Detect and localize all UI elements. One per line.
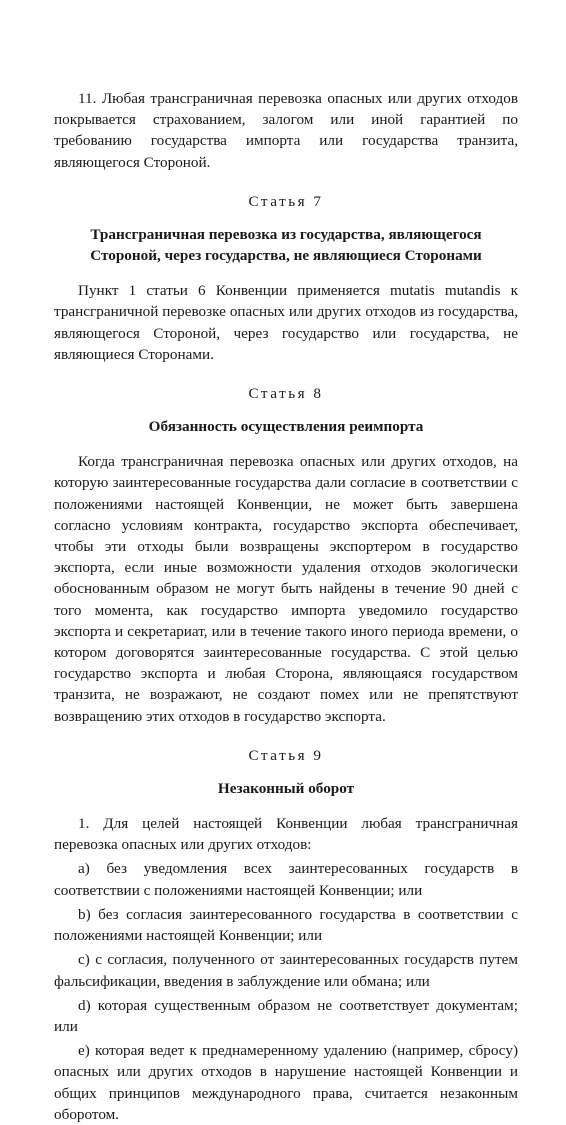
article-8-text: Когда трансграничная перевозка опасных или других отходов, на которую заинтересованные государства дали согласие в соответствии с положениями настоящей Конвенции, не может быть завершена согласно условиям контракта, государство экспорта обеспечивает, чтобы эти отходы были возвращены экспортером в государство экспорта, если иные возможности удаления отходов экологически обоснованным образом не могут быть найдены в течение 90 дней с того момента, как государство импорта уведомило государство экспорта и секретариат, или в течение такого иного периода времени, о котором договорятся заинтересованные государства. С этой целью государство экспорта и любая Сторона, являющаяся государством транзита, не возражают, не создают помех или не препятствуют возвращению этих отходов в государство экспорта. (54, 453, 518, 725)
article-9-item-e: е) которая ведет к преднамеренному удалению (например, сбросу) опасных или других отходов в нарушение настоящей Конвенции и общих принципов международного права, считается незаконным оборотом. (54, 1042, 518, 1123)
article-9-intro: 1. Для целей настоящей Конвенции любая трансграничная перевозка опасных или других отходов: (54, 815, 518, 854)
article-9-item-a: а) без уведомления всех заинтересованных государств в соответствии с положениями настоящей Конвенции; или (54, 860, 518, 899)
article-8-title: Обязанность осуществления реимпорта (148, 418, 424, 436)
article-9-number: Статья 9 (248, 746, 324, 764)
article-9-item-d: d) которая существенным образом не соответствует документам; или (54, 996, 518, 1035)
article-7-title: Трансграничная перевозка из государства, являющегося Стороной, через государства, не являющиеся Сторонами (90, 225, 482, 265)
article-7-number: Статья 7 (248, 192, 324, 210)
article-8-number: Статья 8 (248, 385, 324, 403)
article-9-item-b: b) без согласия заинтересованного государства в соответствии с положениями настоящей Конвенции; или (54, 905, 518, 945)
article-9-title: Незаконный оборот (217, 779, 355, 797)
article-7-text: Пункт 1 статьи 6 Конвенции применяется mutatis mutandis к трансграничной перевозке опасных или других отходов из государства, являющегося Стороной, через государство или государства, не являющиеся Сторонами. (54, 282, 518, 363)
article-9-item-c: с) с согласия, полученного от заинтересованных государств путем фальсификации, введения в заблуждение или обмана; или (54, 951, 518, 990)
paragraph-11: 11. Любая трансграничная перевозка опасных или других отходов покрывается страхованием, залогом или иной гарантией по требованию государства импорта или государства транзита, являющегося Стороной. (54, 90, 518, 171)
